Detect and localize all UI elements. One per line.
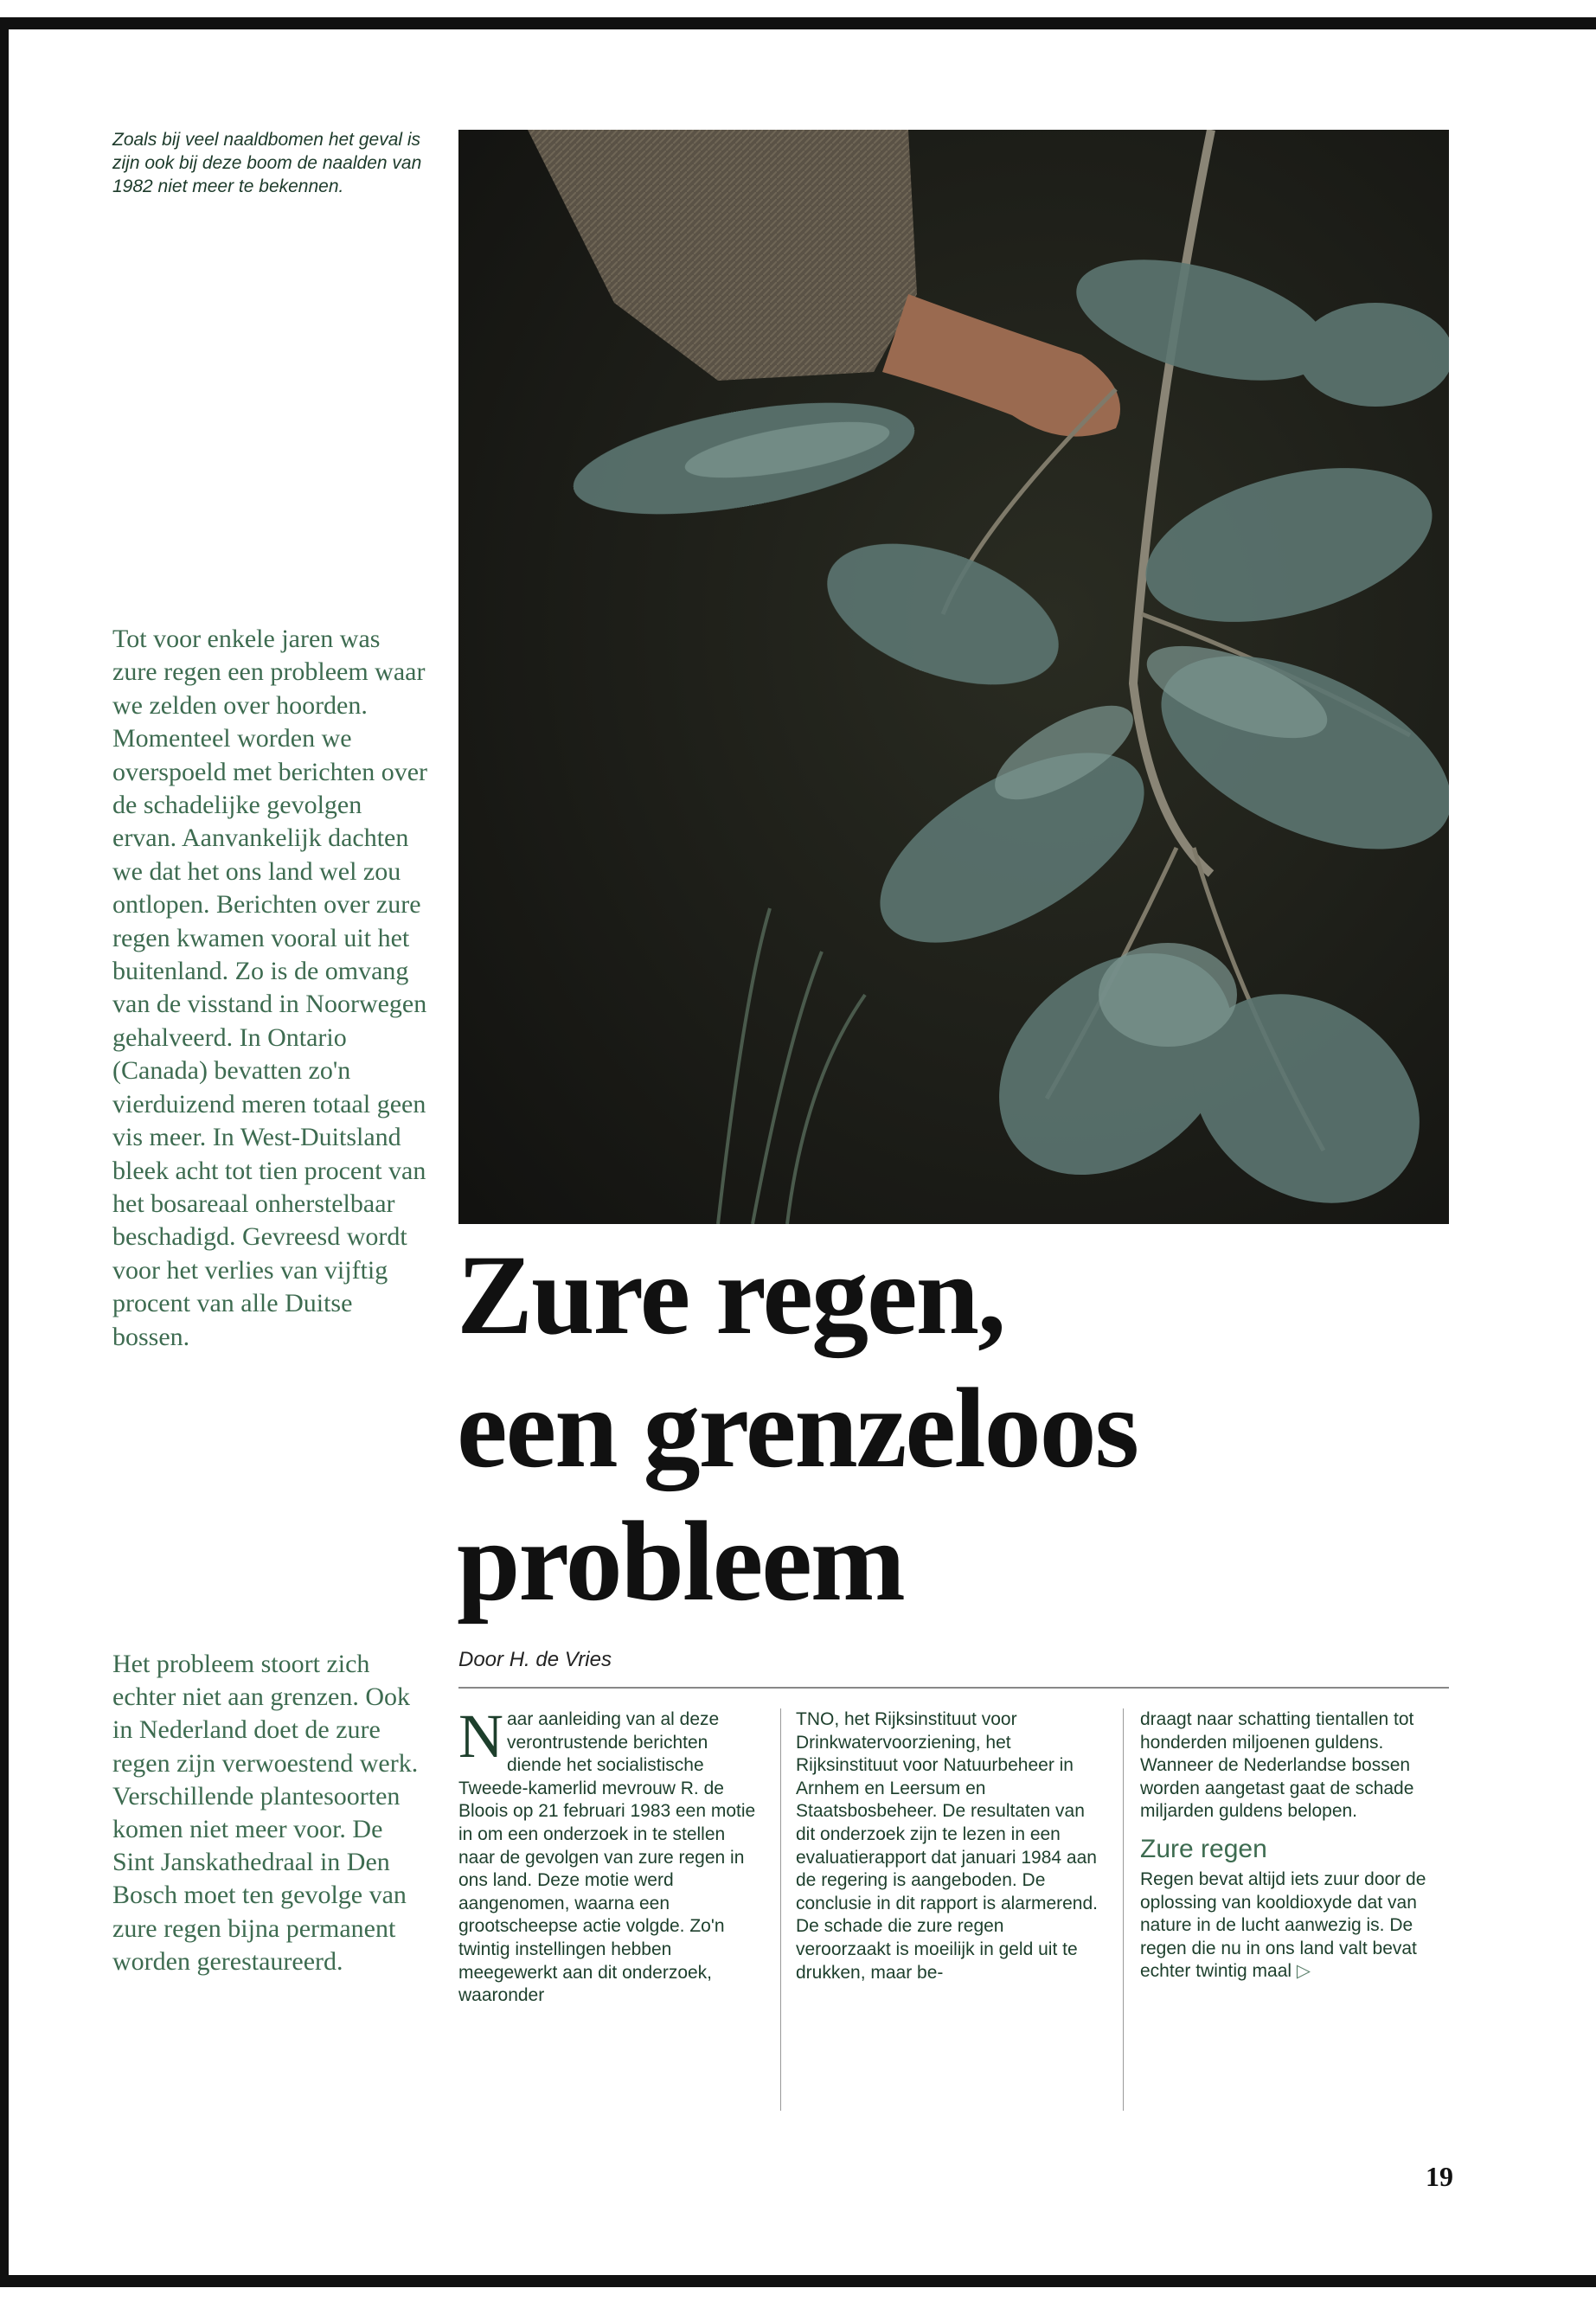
headline-line-1: Zure regen, xyxy=(457,1231,1005,1358)
continue-arrow-icon: ▷ xyxy=(1296,1961,1311,1982)
column-3-subhead: Zure regen xyxy=(1140,1834,1267,1863)
pine-branch-illustration xyxy=(458,130,1449,1224)
pine-branch-photo xyxy=(458,130,1449,1224)
body-column-2 xyxy=(796,1708,1103,1984)
drop-cap: N xyxy=(458,1702,503,1771)
bottom-border xyxy=(0,2275,1596,2287)
page-number: 19 xyxy=(1426,2161,1453,2192)
column-2-text: TNO, het Rijksinstituut voor Drinkwatervoorziening, het Rijksinstituut voor Natuurbeheer in Arnhem en Leersum en Staatsbosbeheer. De resultaten van dit onderzoek zijn te lezen in een evaluatierapport dat januari 1984 aan de regering is aangeboden. De conclusie in dit rapport is alarmerend. De schade die zure regen veroorzaakt is moeilijk in geld uit te drukken, maar be- xyxy=(796,1709,1099,1983)
body-column-1 xyxy=(458,1702,766,2008)
intro-paragraph-2: Het probleem stoort zich echter niet aan grenzen. Ook in Nederland doet de zure regen zijn verwoestend werk. Verschillende plantesoorten komen niet meer voor. De Sint Janskathedraal in Den Bosch moet ten gevolge van zure regen bijna permanent worden gerestaureerd. xyxy=(112,1650,419,1976)
column-1-text: aar aanleiding van al deze verontrustende berichten diende het socialistische Tweede-kamerlid mevrouw R. de Bloois op 21 februari 1983 een motie in om een onderzoek in te stellen naar de gevolgen van zure regen in ons land. Deze motie werd aangenomen, waarna een grootscheepse actie volgde. Zo'n twintig instellingen hebben meegewerkt aan dit onderzoek, waaronder xyxy=(458,1709,756,2006)
photo-caption: Zoals bij veel naaldbomen het geval is zijn ook bij deze boom de naalden van 1982 niet meer te bekennen. xyxy=(112,130,422,196)
top-border xyxy=(0,17,1596,29)
column-divider-2 xyxy=(1123,1708,1124,2111)
column-3-text-1: draagt naar schatting tientallen tot honderden miljoenen guldens. Wanneer de Nederlandse bossen worden aangetast gaat de schade miljarden guldens belopen. xyxy=(1140,1709,1414,1822)
left-border xyxy=(0,17,9,2284)
headline-line-3: probleem xyxy=(457,1497,904,1625)
column-3-text-2: Regen bevat altijd iets zuur door de oplossing van kooldioxyde dat van nature in de lucht aanwezig is. De regen die nu in ons land valt bevat echter twintig maal xyxy=(1140,1868,1426,1982)
headline-line-2: een grenzeloos xyxy=(457,1364,1138,1491)
byline: Door H. de Vries xyxy=(458,1648,612,1671)
body-column-3 xyxy=(1140,1708,1447,1984)
intro-paragraph-1: Tot voor enkele jaren was zure regen een probleem waar we zelden over hoorden. Momenteel worden we overspoeld met berichten over de schadelijke gevolgen ervan. Aanvankelijk dachten we dat het ons land wel zou ontlopen. Berichten over zure regen kwamen vooral uit het buitenland. Zo is de omvang van de visstand in Noorwegen gehalveerd. In Ontario (Canada) bevatten zo'n vierduizend meren totaal geen vis meer. In West-Duitsland bleek acht tot tien procent van het bosareaal onherstelbaar beschadigd. Gevreesd wordt voor het verlies van vijftig procent van alle Duitse bossen. xyxy=(112,625,428,1351)
byline-rule xyxy=(458,1687,1449,1689)
column-divider-1 xyxy=(780,1708,781,2111)
headline xyxy=(457,1228,1477,1628)
